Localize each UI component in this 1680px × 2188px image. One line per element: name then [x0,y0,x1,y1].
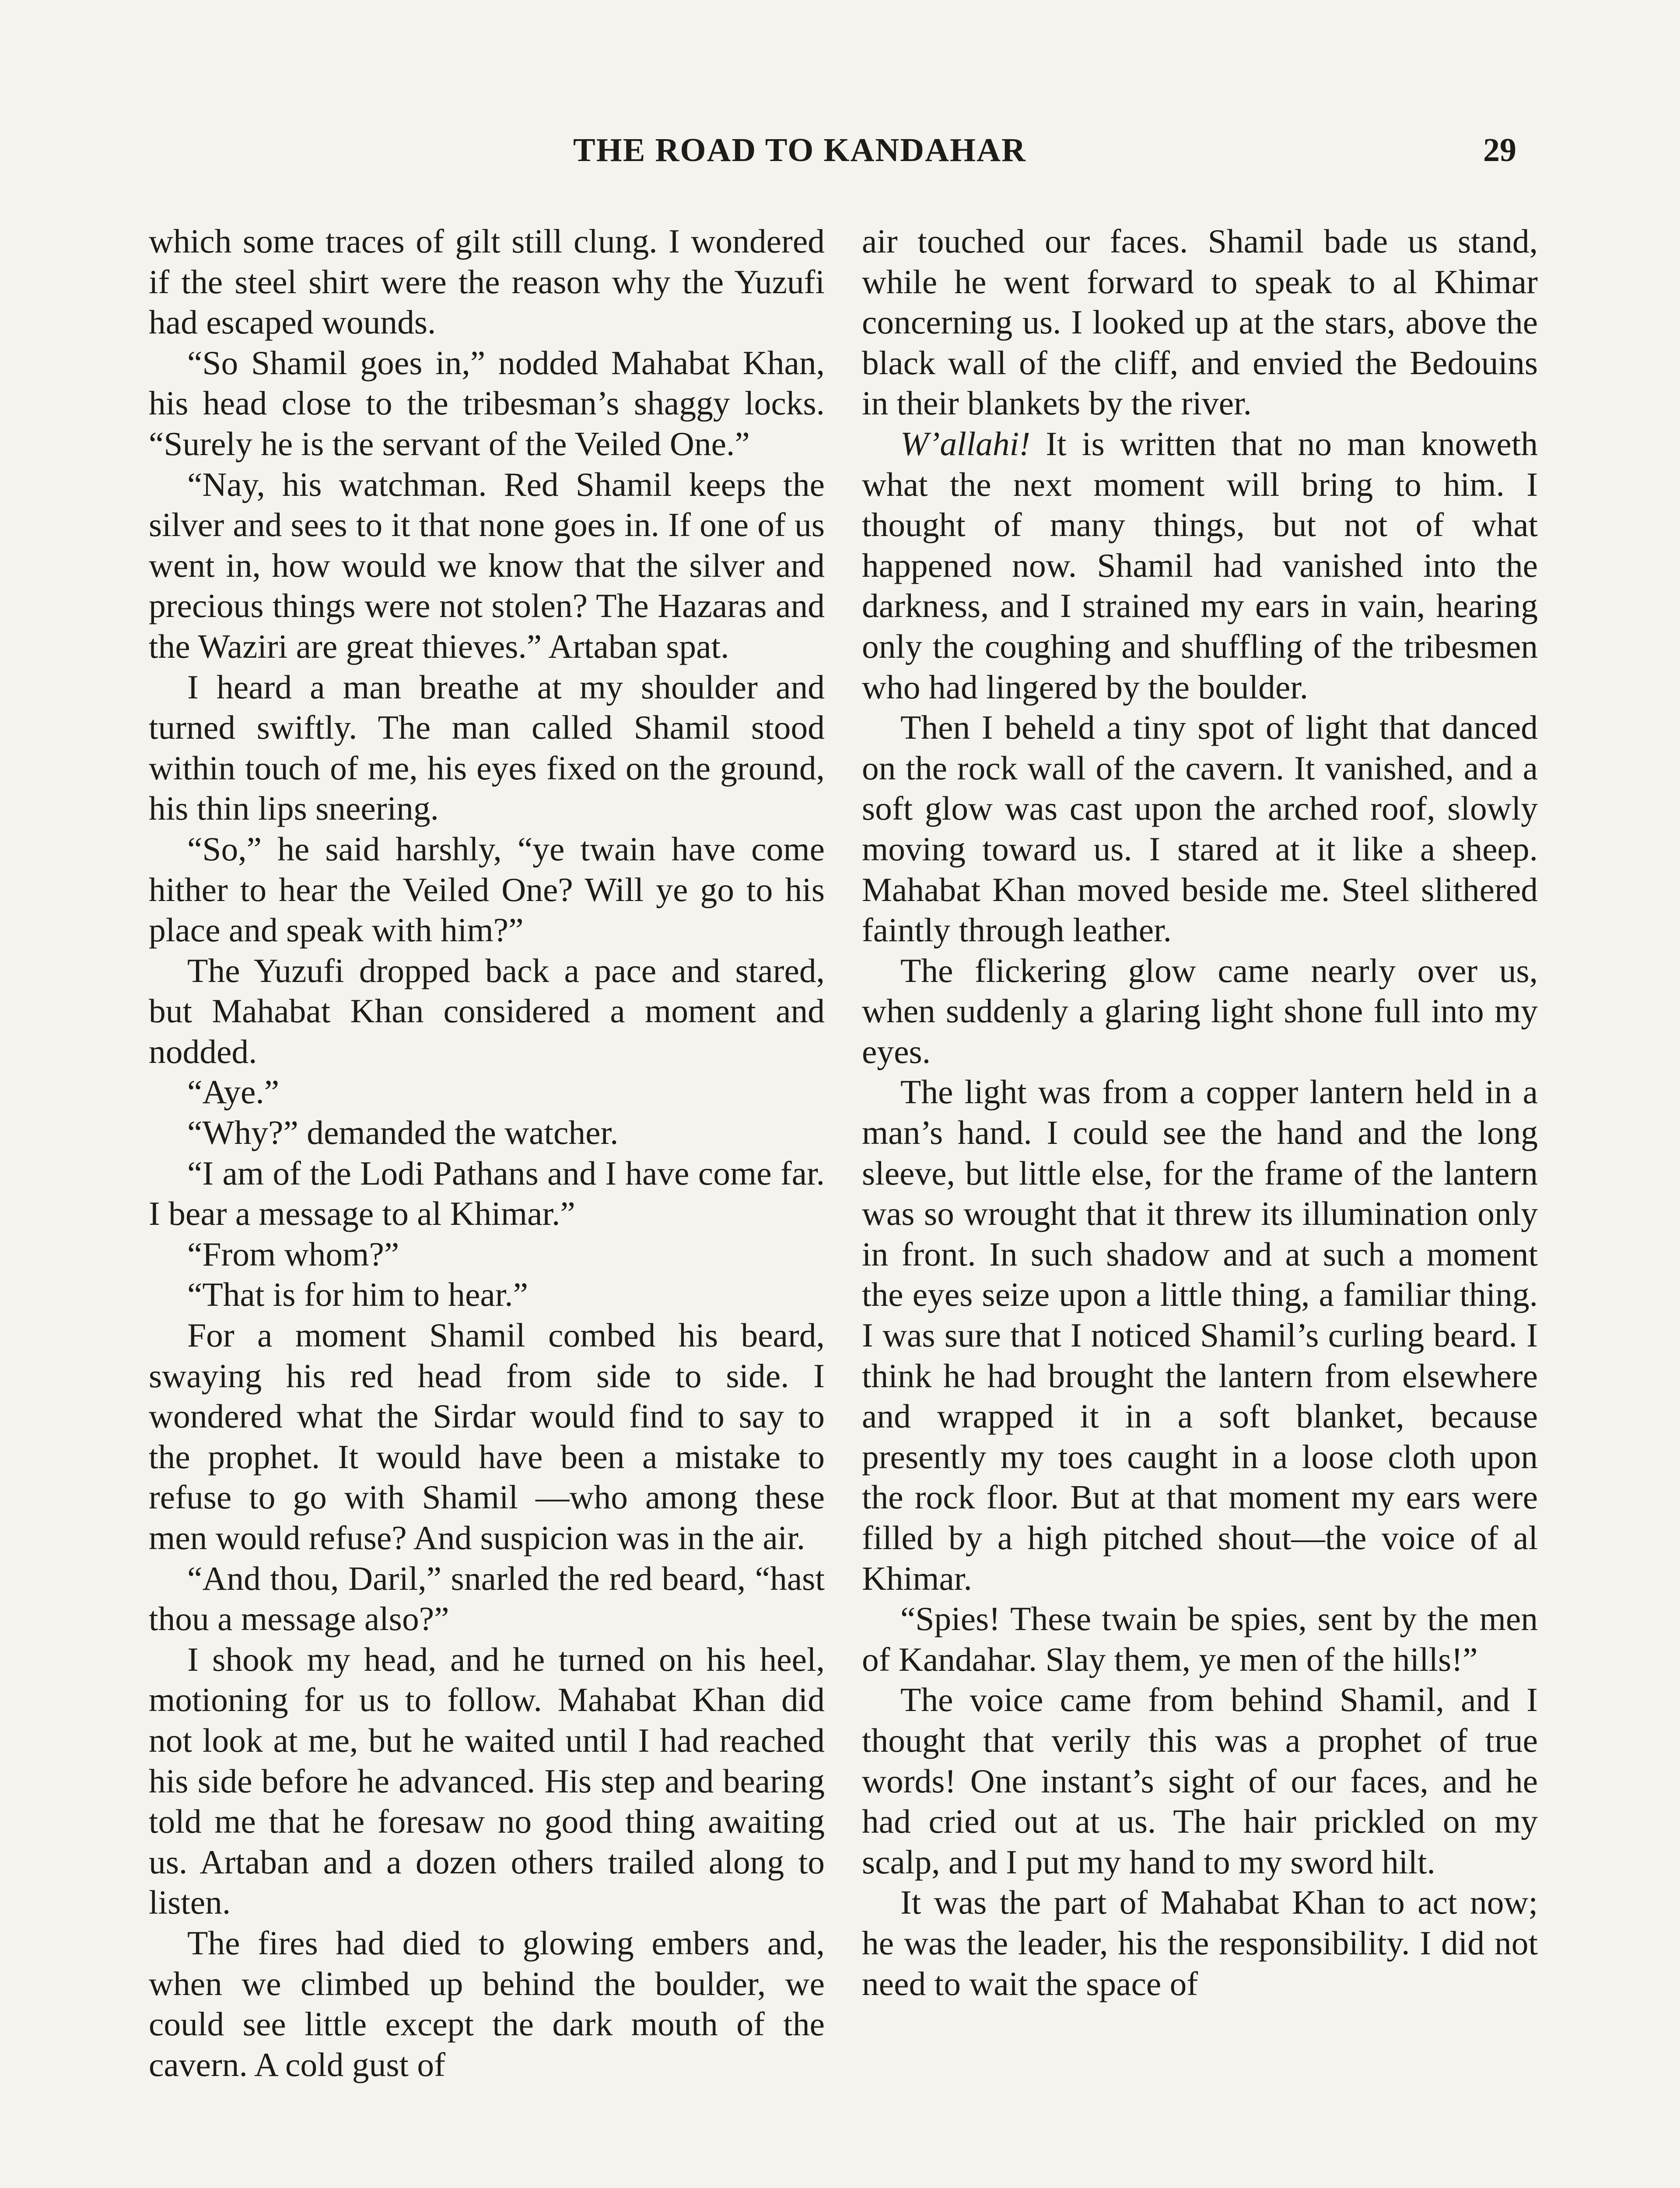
paragraph: The flickering glow came nearly over us, when suddenly a glaring light shone full into my eyes. [862,951,1538,1070]
paragraph: It was the part of Mahabat Khan to act now; he was the leader, his the responsibility. I did not need to wait the space of [862,1883,1538,2002]
paragraph: “That is for him to hear.” [187,1276,528,1314]
page-number: 29 [1483,132,1516,168]
paragraph: air touched our faces. Shamil bade us stand, while he went forward to speak to al Khimar concerning us. I looked up at the stars, above the black wall of the cliff, and envied the Bedouins in their blankets by the river. [862,222,1538,422]
paragraph: The light was from a copper lantern held in a man’s hand. I could see the hand and the long sleeve, but little else, for the frame of the lantern was so wrought that it threw its illumination only in front. In such shadow and at such a moment the eyes seize upon a little thing, a familiar thing. I was sure that I noticed Shamil’s curling beard. I think he had brought the lantern from elsewhere and wrapped it in a soft blanket, because presently my toes caught in a loose cloth upon the rock floor. But at that moment my ears were filled by a high pitched shout—the voice of al Khimar. [862,1073,1538,1597]
paragraph: “So Shamil goes in,” nodded Mahabat Khan, his head close to the tribesman’s shaggy locks. “Surely he is the servant of the Veiled One.” [149,344,825,463]
paragraph: I shook my head, and he turned on his heel, motioning for us to follow. Mahabat Khan did not look at me, but he waited until I had reached his side before he advanced. His step and bearing told me that he foresaw no good thing awaiting us. Artaban and a dozen others trailed along to listen. [149,1640,825,1922]
paragraph: “Aye.” [187,1073,280,1111]
paragraph: The fires had died to glowing embers and, when we climbed up behind the boulder, we could see little except the dark mouth of the cavern. A cold gust of [149,1924,825,2083]
paragraph: The Yuzufi dropped back a pace and stared, but Mahabat Khan considered a moment and nodded. [149,951,825,1070]
paragraph: “I am of the Lodi Pathans and I have come far. I bear a message to al Khimar.” [149,1154,825,1233]
paragraph: “Nay, his watchman. Red Shamil keeps the silver and sees to it that none goes in. If one of us went in, how would we know that the silver and precious things were not stolen? The Hazaras and the Waziri are great thieves.” Artaban spat. [149,465,825,665]
paragraph: “Why?” demanded the watcher. [187,1114,619,1152]
paragraph-with-italic-lead: W’allahi! It is written that no man knoweth what the next moment will bring to him. I thought of many things, but not of what happened now. Shamil had vanished into the darkness, and I strained my ears in vain, hearing only the coughing and shuffling of the tribesmen who had lingered by the boulder. [862,424,1538,706]
paragraph: Then I beheld a tiny spot of light that danced on the rock wall of the cavern. It vanished, and a soft glow was cast upon the arched roof, slowly moving toward us. I stared at it like a sheep. Mahabat Khan moved beside me. Steel slithered faintly through leather. [862,708,1538,949]
left-column [149,221,825,2085]
paragraph: “So,” he said harshly, “ye twain have come hither to hear the Veiled One? Will ye go to his place and speak with him?” [149,830,825,949]
running-head [0,131,1680,184]
paragraph: which some traces of gilt still clung. I wondered if the steel shirt were the reason why the Yuzufi had escaped wounds. [149,222,825,341]
paragraph: The voice came from behind Shamil, and I thought that verily this was a prophet of true words! One instant’s sight of our faces, and he had cried out at us. The hair prickled on my scalp, and I put my hand to my sword hilt. [862,1681,1538,1881]
italic-exclamation: W’allahi! [900,424,1031,463]
paragraph: “Spies! These twain be spies, sent by the men of Kandahar. Slay them, ye men of the hills!” [862,1600,1538,1678]
running-title: THE ROAD TO KANDAHAR [573,132,1026,168]
paragraph: For a moment Shamil combed his beard, swaying his red head from side to side. I wondered what the Sirdar would find to say to the prophet. It would have been a mistake to refuse to go with Shamil —who among these men would refuse? And suspicion was in the air. [149,1316,825,1557]
paragraph: I heard a man breathe at my shoulder and turned swiftly. The man called Shamil stood within touch of me, his eyes fixed on the ground, his thin lips sneering. [149,668,825,828]
paragraph: “And thou, Daril,” snarled the red beard, “hast thou a message also?” [149,1559,825,1638]
paragraph: “From whom?” [187,1235,399,1273]
right-column [862,221,1538,2004]
